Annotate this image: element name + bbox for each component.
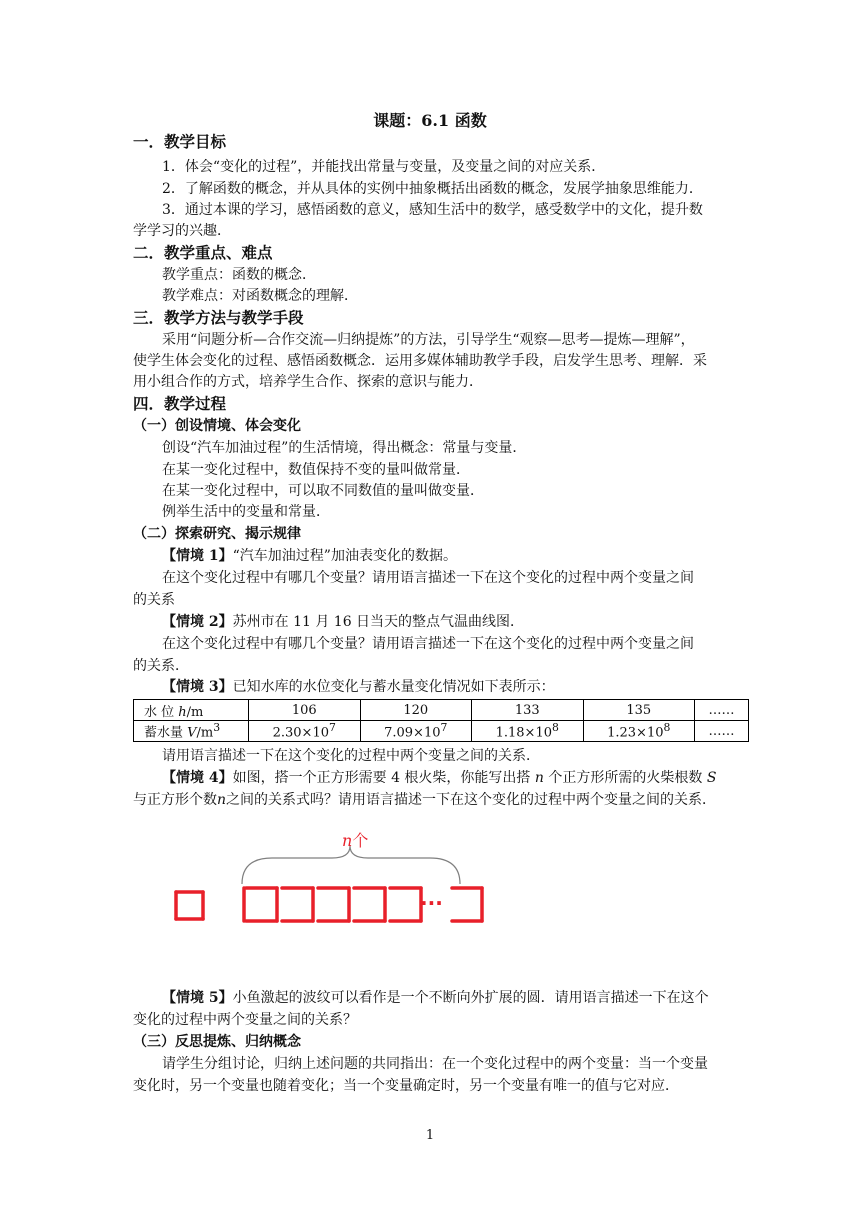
subsection-heading: （二）探索研究、揭示规律 (133, 526, 301, 542)
paragraph-line: 在某一变化过程中，可以取不同数值的量叫做变量． (162, 483, 484, 499)
table-cell: $1.23\times 10^8$ (583, 721, 695, 742)
paragraph-line: 请学生分组讨论，归纳上述问题的共同指出：在一个变化过程中的两个变量：当一个变量 (162, 1056, 708, 1072)
scenario-1: 【情境 1】“汽车加油过程”加油表变化的数据。 (162, 548, 457, 564)
table-cell: $2.30\times 10^7$ (249, 721, 361, 742)
paragraph-line: 2．了解函数的概念，并从具体的实例中抽象概括出函数的概念，发展学抽象思维能力． (162, 181, 703, 197)
paragraph-line: 在这个变化过程中有哪几个变量？请用语言描述一下在这个变化的过程中两个变量之间 (162, 636, 694, 652)
scenario-5: 【情境 5】小鱼激起的波纹可以看作是一个不断向外扩展的圆．请用语言描述一下在这个 (162, 990, 709, 1006)
page-number: 1 (425, 1128, 435, 1143)
paragraph-line: 教学难点：对函数概念的理解． (162, 288, 358, 304)
figure-ellipsis: ··· (420, 891, 443, 915)
paragraph-line: 在某一变化过程中，数值保持不变的量叫做常量． (162, 462, 470, 478)
subsection-heading: （一）创设情境、体会变化 (133, 418, 301, 434)
paragraph-line: 采用“问题分析—合作交流—归纳提炼”的方法，引导学生“观察—思考—提炼—理解”， (162, 332, 695, 348)
table-cell: 135 (583, 700, 695, 721)
figure-n-label: n个 (342, 831, 369, 850)
paragraph-line: 在这个变化过程中有哪几个变量？请用语言描述一下在这个变化的过程中两个变量之间 (162, 570, 694, 586)
page-title: 课题：6.1 函数 (373, 111, 487, 130)
paragraph-line: 教学重点：函数的概念． (162, 267, 316, 283)
paragraph-line: 的关系 (133, 592, 175, 608)
table-row (134, 700, 749, 721)
paragraph-line: 用小组合作的方式，培养学生合作、探索的意识与能力． (133, 374, 483, 390)
table-cell: $7.09\times 10^7$ (360, 721, 472, 742)
scenario-2: 【情境 2】苏州市在 11 月 16 日当天的整点气温曲线图． (162, 614, 525, 630)
paragraph-line: 的关系． (133, 658, 189, 674)
water-level-table (133, 699, 749, 742)
scenario-4: 【情境 4】如图，搭一个正方形需要 4 根火柴，你能写出搭 n 个正方形所需的火柴根数 S (162, 770, 717, 786)
section-heading-process: 四．教学过程 (133, 394, 227, 413)
table-cell: …… (695, 700, 749, 721)
paragraph-line: 请用语言描述一下在这个变化的过程中两个变量之间的关系． (162, 748, 540, 764)
table-cell: 120 (360, 700, 472, 721)
table-row (134, 721, 749, 742)
brace (242, 846, 460, 884)
section-heading-key-points: 二．教学重点、难点 (133, 243, 273, 262)
paragraph-line: 3．通过本课的学习，感悟函数的意义，感知生活中的数学，感受数学中的文化，提升数 (162, 202, 703, 218)
paragraph-line: 1．体会“变化的过程”，并能找出常量与变量，及变量之间的对应关系． (162, 159, 606, 175)
table-cell: $1.18\times 10^8$ (472, 721, 584, 742)
table-cell: 133 (472, 700, 584, 721)
subsection-heading: （三）反思提炼、归纳概念 (133, 1034, 301, 1050)
section-heading-methods: 三．教学方法与教学手段 (133, 308, 304, 327)
paragraph-line: 学学习的兴趣． (133, 223, 231, 239)
table-cell: 106 (249, 700, 361, 721)
table-cell: …… (695, 721, 749, 742)
table-row-label: 水 位 h/m (134, 700, 249, 721)
scenario-3: 【情境 3】已知水库的水位变化与蓄水量变化情况如下表所示： (162, 679, 555, 695)
paragraph-line: 创设“汽车加油过程”的生活情境，得出概念：常量与变量． (162, 440, 527, 456)
paragraph-line: 变化的过程中两个变量之间的关系？ (133, 1012, 357, 1028)
paragraph-line: 使学生体会变化的过程、感悟函数概念．运用多媒体辅助教学手段，启发学生思考、理解．采 (133, 353, 707, 369)
paragraph-line: 例举生活中的变量和常量． (162, 504, 330, 520)
table-row-label: 蓄水量 $V/m^3$ (134, 721, 249, 742)
paragraph-line: 变化时，另一个变量也随着变化；当一个变量确定时，另一个变量有唯一的值与它对应． (133, 1078, 679, 1094)
section-heading-objectives: 一．教学目标 (133, 132, 227, 151)
paragraph-line: 与正方形个数n之间的关系式吗？请用语言描述一下在这个变化的过程中两个变量之间的关系． (133, 792, 717, 808)
matchstick-figure (160, 822, 500, 932)
